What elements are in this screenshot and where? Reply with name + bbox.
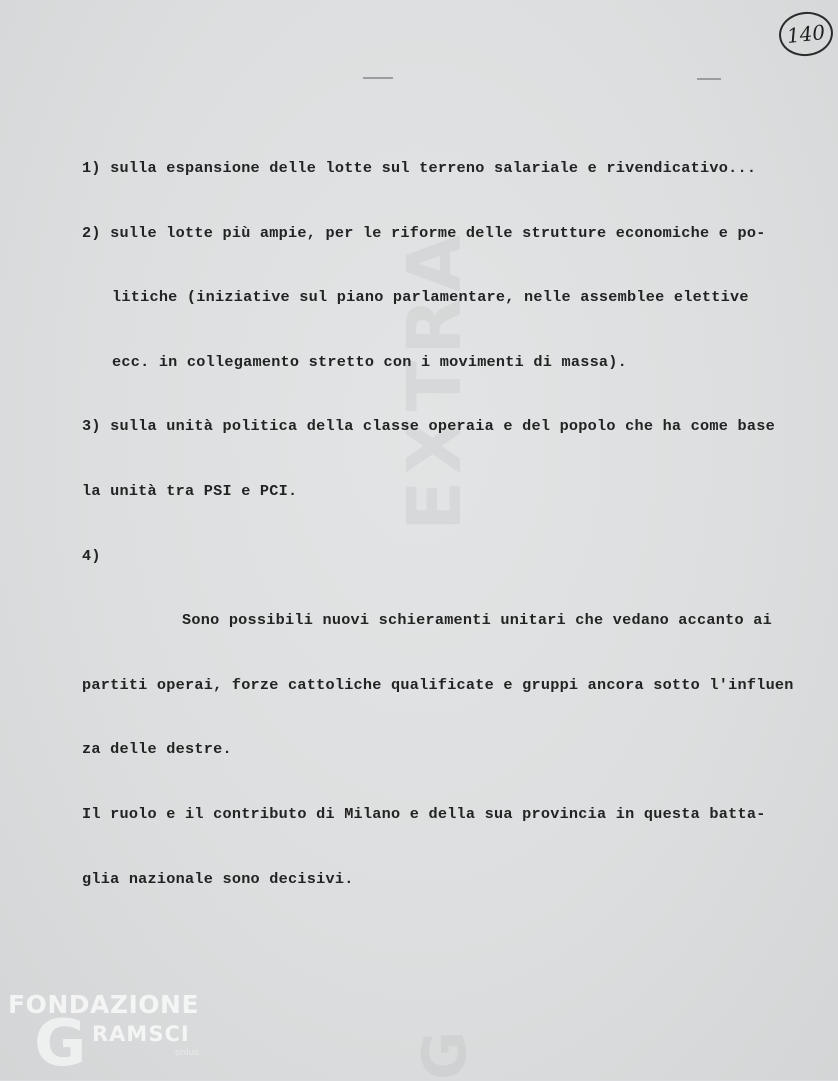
logo-small-text: onlus [175, 1048, 200, 1058]
text-line: Sono possibili nuovi schieramenti unitari che vedano accanto ai [182, 611, 772, 630]
text-line: la unità tra PSI e PCI. [82, 481, 298, 500]
typewritten-text [82, 118, 838, 929]
text-line: 4) [82, 546, 101, 565]
text-line: 2) sulle lotte più ampie, per le riforme delle strutture economiche e po- [82, 223, 766, 242]
text-line: Il ruolo e il contributo di Milano e della sua provincia in questa batta- [82, 804, 766, 823]
text-line: ecc. in collegamento stretto con i movimenti di massa). [112, 352, 628, 371]
logo-g-letter: G [34, 1007, 87, 1081]
header-dash-left [363, 77, 393, 79]
header-dash-right [697, 78, 721, 80]
text-line: 3) sulla unità politica della classe operaia e del popolo che ha come base [82, 417, 775, 436]
logo-top-text: FONDAZIONE [8, 990, 200, 1019]
text-line: glia nazionale sono decisivi. [82, 869, 354, 888]
fondazione-gramsci-logo [8, 990, 218, 1081]
logo-bottom-text: RAMSCI [92, 1022, 190, 1046]
text-line: za delle destre. [82, 740, 232, 759]
page-number-stamp: 140 [777, 9, 835, 58]
archive-watermark: EXTRA [392, 228, 478, 532]
text-line: partiti operai, forze cattoliche qualificate e gruppi ancora sotto l'influen [82, 675, 794, 694]
text-line: litiche (iniziative sul piano parlamentare, nelle assemblee elettive [112, 288, 749, 307]
text-line: 1) sulla espansione delle lotte sul terreno salariale e rivendicativo... [82, 159, 757, 177]
archive-watermark-bottom: G [410, 1030, 480, 1080]
